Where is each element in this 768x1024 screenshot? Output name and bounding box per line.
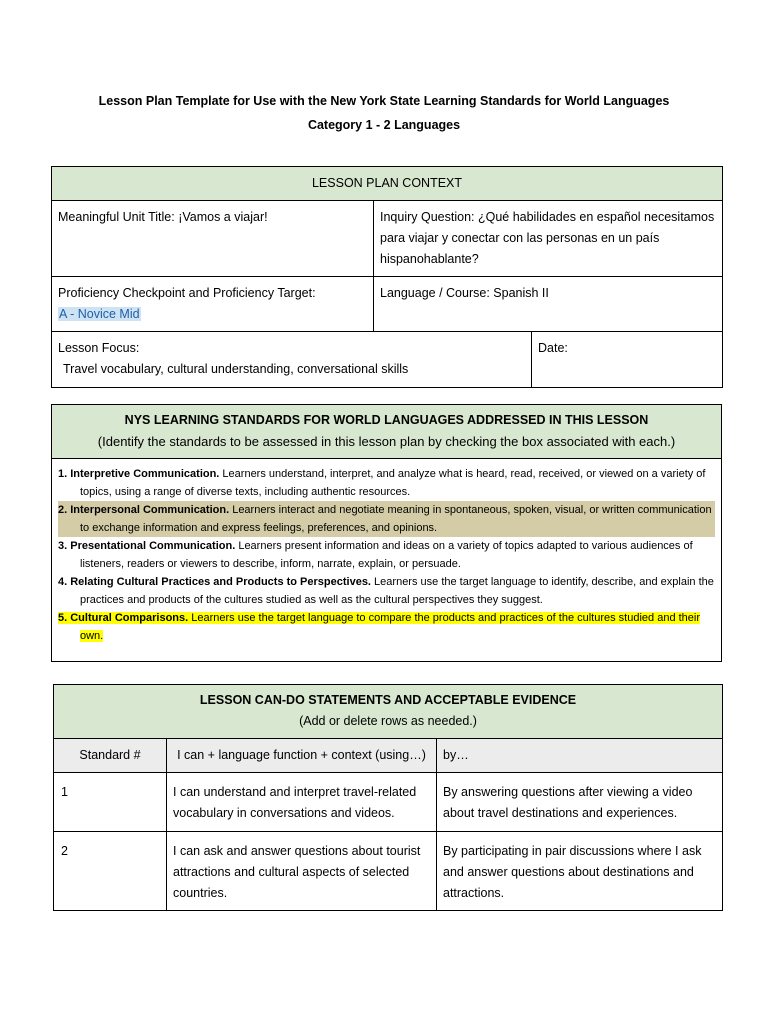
row-2-can-do[interactable]: I can ask and answer questions about tourist attractions and cultural aspects of selected countries. — [167, 832, 437, 911]
row-1-standard[interactable]: 1 — [54, 773, 167, 832]
standard-4-name: 4. Relating Cultural Practices and Products to Perspectives. — [58, 576, 371, 588]
standard-item-1[interactable] — [58, 465, 715, 501]
standard-4-text: Learners use the target language to identify, describe, and explain the practices and products of the cultures studied as well as the cultural perspectives they suggest. — [80, 576, 714, 606]
can-do-header — [54, 685, 723, 739]
row-2-standard[interactable]: 2 — [54, 832, 167, 911]
standard-item-2[interactable] — [58, 501, 715, 537]
row-2-evidence[interactable]: By participating in pair discussions where I ask and answer questions about destinations and attractions. — [437, 832, 723, 911]
document-title: Lesson Plan Template for Use with the New York State Learning Standards for World Languages — [98, 94, 670, 108]
proficiency-label: Proficiency Checkpoint and Proficiency Target: — [58, 286, 316, 300]
standard-5-name: 5. Cultural Comparisons. — [58, 612, 189, 624]
lesson-focus-value: Travel vocabulary, cultural understanding, conversational skills — [63, 362, 409, 376]
standard-item-4[interactable] — [58, 573, 715, 609]
standard-3-text: Learners present information and ideas on a variety of topics adapted to various audiences of listeners, readers or viewers to describe, inform, narrate, explain, or persuade. — [80, 540, 693, 570]
column-header-can-do: I can + language function + context (using…) — [167, 739, 437, 773]
table-row — [54, 832, 723, 911]
row-1-evidence[interactable]: By answering questions after viewing a video about travel destinations and experiences. — [437, 773, 723, 832]
standard-2-text: Learners interact and negotiate meaning in spontaneous, spoken, visual, or written communication to exchange information and express feelings, preferences, and opinions. — [80, 504, 712, 534]
proficiency-cell[interactable] — [52, 277, 374, 332]
document-subtitle: Category 1 - 2 Languages — [307, 118, 461, 132]
column-header-standard: Standard # — [54, 739, 167, 773]
standard-1-text: Learners understand, interpret, and analyze what is heard, read, received, or viewed on a variety of topics, using a range of diverse texts, including authentic resources. — [80, 468, 706, 498]
standards-header-instructions: (Identify the standards to be assessed in this lesson plan by checking the box associated with each.) — [97, 434, 676, 449]
unit-title-cell[interactable]: Meaningful Unit Title: ¡Vamos a viajar! — [52, 201, 374, 277]
context-header-text: LESSON PLAN CONTEXT — [311, 176, 463, 190]
proficiency-value: A - Novice Mid — [59, 307, 140, 321]
standard-2-name: 2. Interpersonal Communication. — [58, 504, 230, 516]
inquiry-question-cell[interactable]: Inquiry Question: ¿Qué habilidades en español necesitamos para viajar y conectar con las personas en un país hispanohablante? — [374, 201, 723, 277]
table-row — [54, 773, 723, 832]
standard-item-5[interactable] — [58, 609, 715, 645]
standard-item-3[interactable] — [58, 537, 715, 573]
standard-5-text: Learners use the target language to compare the products and practices of the cultures studied and their own. — [80, 612, 701, 642]
standards-header — [52, 405, 722, 459]
standards-table — [51, 404, 722, 662]
column-header-by: by… — [437, 739, 723, 773]
context-header — [52, 167, 723, 201]
lesson-focus-cell[interactable] — [52, 332, 532, 388]
can-do-table — [53, 684, 723, 911]
language-course-cell[interactable]: Language / Course: Spanish II — [374, 277, 723, 332]
standards-header-title: NYS LEARNING STANDARDS FOR WORLD LANGUAGES ADDRESSED IN THIS LESSON — [124, 413, 649, 427]
can-do-header-title: LESSON CAN-DO STATEMENTS AND ACCEPTABLE EVIDENCE — [199, 693, 577, 707]
lesson-plan-context-table — [51, 166, 723, 388]
standards-list — [52, 459, 722, 662]
lesson-focus-label: Lesson Focus: — [58, 341, 140, 355]
can-do-header-instructions: (Add or delete rows as needed.) — [299, 714, 477, 728]
standard-1-name: 1. Interpretive Communication. — [58, 468, 220, 480]
standard-3-name: 3. Presentational Communication. — [58, 540, 236, 552]
row-1-can-do[interactable]: I can understand and interpret travel-related vocabulary in conversations and videos. — [167, 773, 437, 832]
date-cell[interactable]: Date: — [532, 332, 723, 388]
